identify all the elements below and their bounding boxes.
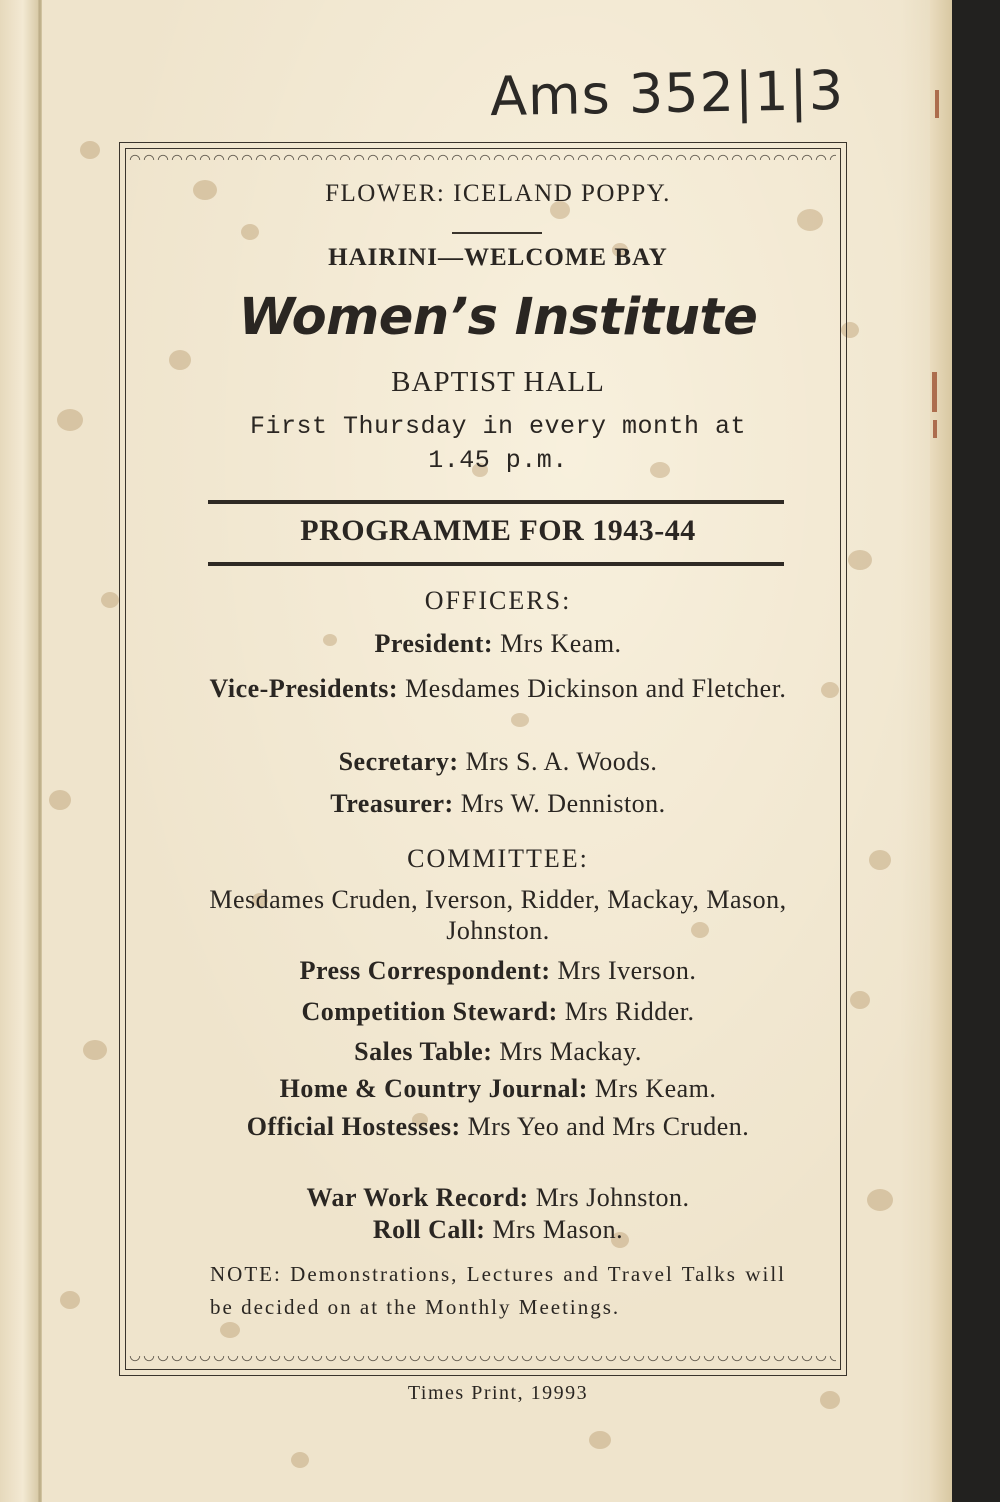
meeting-time (205, 410, 791, 478)
short-divider (452, 232, 542, 234)
competition-label: Competition Steward: (301, 997, 558, 1026)
journal-label: Home & Country Journal: (279, 1074, 588, 1103)
scalloped-border-bottom (128, 1356, 836, 1366)
president-line (205, 628, 791, 659)
sales-line (205, 1036, 791, 1067)
press-label: Press Correspondent: (299, 956, 551, 985)
competition-value: Mrs Ridder. (564, 997, 695, 1026)
fold-crease (38, 0, 42, 1502)
meeting-line-1: First Thursday in every month at (249, 412, 747, 441)
officers-heading: OFFICERS: (424, 586, 572, 615)
committee-members: Mesdames Cruden, Iverson, Ridder, Mackay, Mason, Johnston. (209, 885, 787, 945)
archive-reference-handwritten: Ams 352|1|3 (489, 58, 845, 129)
programme-rule-top (208, 500, 784, 504)
hostesses-value: Mrs Yeo and Mrs Cruden. (467, 1112, 750, 1141)
press-value: Mrs Iverson. (557, 956, 697, 985)
flower-line: FLOWER: ICELAND POPPY. (325, 180, 671, 207)
printer-imprint: Times Print, 19993 (407, 1382, 589, 1404)
roll-call-value: Mrs Mason. (492, 1215, 624, 1244)
war-work-value: Mrs Johnston. (535, 1183, 690, 1212)
branch-name: HAIRINI—WELCOME BAY (328, 244, 668, 271)
organisation-title: Women’s Institute (238, 288, 758, 347)
roll-call-label: Roll Call: (372, 1215, 486, 1244)
scalloped-border-top (128, 150, 836, 160)
programme-rule-bottom (208, 562, 784, 566)
treasurer-line (205, 788, 791, 819)
secretary-line (205, 746, 791, 777)
hostesses-line (205, 1111, 791, 1142)
vice-presidents-label: Vice-Presidents: (209, 674, 399, 703)
meeting-line-2: 1.45 p.m. (428, 446, 568, 475)
treasurer-value: Mrs W. Denniston. (460, 789, 666, 818)
secretary-label: Secretary: (338, 747, 459, 776)
secretary-value: Mrs S. A. Woods. (465, 747, 658, 776)
venue: BAPTIST HALL (391, 366, 605, 398)
programme-note: NOTE: Demonstrations, Lectures and Travel Talks will be decided on at the Monthly Meetings. (210, 1262, 786, 1319)
press-line (205, 955, 791, 986)
vice-presidents-value: Mesdames Dickinson and Fletcher. (405, 674, 787, 703)
left-page-fold (0, 0, 38, 1502)
vice-presidents-line (205, 673, 791, 704)
war-work-label: War Work Record: (306, 1183, 529, 1212)
war-work-line (205, 1182, 791, 1213)
journal-line (205, 1073, 791, 1104)
committee-heading: COMMITTEE: (407, 844, 589, 873)
hostesses-label: Official Hostesses: (246, 1112, 461, 1141)
president-value: Mrs Keam. (500, 629, 622, 658)
sales-label: Sales Table: (354, 1037, 493, 1066)
roll-call-line (205, 1214, 791, 1245)
card-right-edge (930, 0, 952, 1502)
president-label: President: (374, 629, 494, 658)
competition-line (205, 996, 791, 1027)
sales-value: Mrs Mackay. (499, 1037, 642, 1066)
treasurer-label: Treasurer: (330, 789, 454, 818)
programme-title: PROGRAMME FOR 1943-44 (300, 514, 696, 547)
journal-value: Mrs Keam. (594, 1074, 717, 1103)
